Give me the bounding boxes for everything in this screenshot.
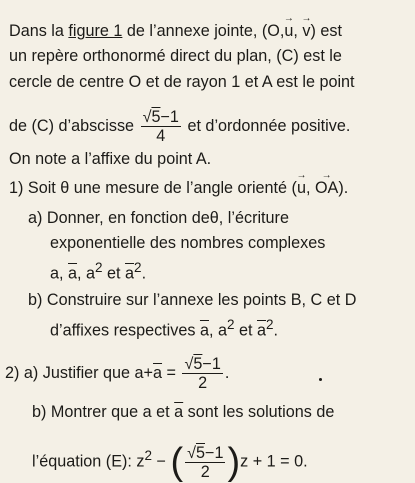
vector-u: → u [284,21,293,41]
text: Dans la [9,22,64,40]
text-line-11 [50,315,278,340]
text-line-10: b) Construire sur l’annexe les points B, C et D [28,291,357,309]
sqrt-sign: √ [187,443,196,462]
text-line-12 [5,355,229,392]
left-paren: ( [170,441,184,483]
denominator: 2 [198,374,208,392]
text: b) Montrer que a et [32,403,175,421]
text: ) est [310,22,342,40]
text: . [224,363,230,382]
vector-oa: → OA [315,178,338,198]
fraction [182,355,222,392]
radicand: 5 [151,108,161,126]
exponent: 2 [266,317,274,332]
text: et [107,264,126,283]
text: −1 [205,443,224,462]
radicand: 5 [193,355,203,373]
exponent: 2 [226,317,235,332]
conjugate-a: $\overline{a}$ [174,403,184,421]
radicand: 5 [195,443,205,462]
conjugate-a: $\overline{a}$ [153,363,163,382]
text-line-9 [50,258,146,283]
text: d’affixes respectives [50,321,200,340]
sqrt-sign: √ [142,108,152,126]
text-line-7: a) Donner, en fonction deθ, l’écriture [28,209,289,227]
text: et d’ordonnée positive. [187,116,351,135]
text: , a [208,321,227,340]
figure-reference: figure 1 [68,22,123,40]
text: l’équation (E): z [32,452,145,471]
exponent: 2 [144,447,152,463]
text: −1 [202,355,221,373]
text-line-3: cercle de centre O et de rayon 1 et A est le point [9,73,355,91]
text: sont les solutions de [183,403,335,421]
text-line-4 [9,108,350,145]
exponent: 2 [95,260,103,275]
denominator: 2 [200,462,210,481]
text-line-8: exponentielle des nombres complexes [50,234,326,252]
text-line-6 [9,178,348,198]
denominator: 4 [156,127,166,145]
text-line-5: On note a l’affixe du point A. [9,150,212,168]
text: de l’annexe jointe, (O, [122,22,285,40]
text: ). [338,179,349,197]
conjugate-a: $\overline{a}$ [68,264,78,283]
text: de (C) d’abscisse [9,116,135,135]
conjugate-a: $\overline{a}$ [199,321,209,340]
stray-dot [319,378,322,381]
right-paren: ) [227,441,241,483]
text: 1) Soit θ une mesure de l’angle orienté ( [9,179,297,197]
text: 2) a) Justifier que a+ [5,363,154,382]
text: , [305,179,315,197]
text-line-14 [32,443,308,481]
conjugate-a: $\overline{a}$ [125,264,135,283]
text: et [239,321,257,340]
sqrt-sign: √ [184,355,194,373]
text-line-2: un repère orthonormé direct du plan, (C) est le [9,47,342,65]
vector-v: → v [302,21,310,41]
text: a, [50,264,68,283]
text: − [151,452,166,471]
conjugate-a: $\overline{a}$ [257,321,267,340]
text: −1 [160,108,179,126]
text: z + 1 = 0. [240,452,308,471]
text-line-13 [32,402,334,422]
text-line-1 [9,21,342,41]
text: , [293,22,298,40]
text: = [162,363,176,382]
fraction [141,108,181,145]
text: . [273,321,279,340]
text: . [141,264,147,283]
vector-u: → u [297,178,306,198]
fraction [185,444,225,481]
text: , a [77,264,96,283]
exponent: 2 [134,260,142,275]
